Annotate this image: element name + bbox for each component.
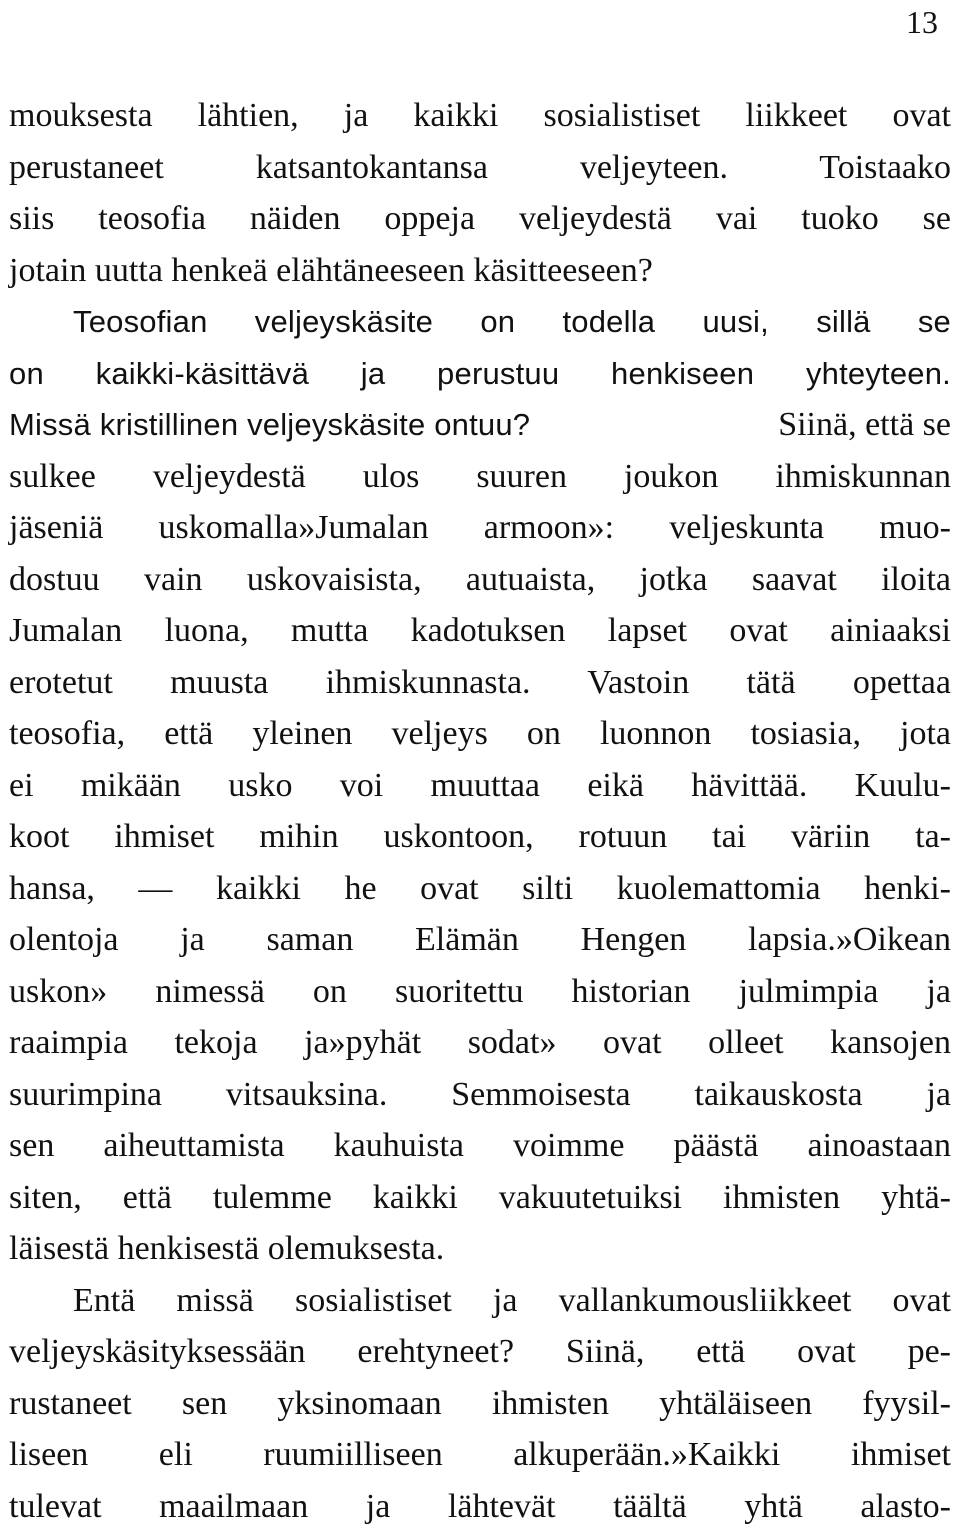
- text-line: siis teosofia näiden oppeja veljeydestä vai tuoko se: [9, 193, 951, 245]
- text-line: uskon» nimessä on suoritettu historian julmimpia ja: [9, 966, 951, 1018]
- text-line: siten, että tulemme kaikki vakuutetuiksi ihmisten yhtä-: [9, 1172, 951, 1224]
- text-line: suurimpina vitsauksina. Semmoisesta taikauskosta ja: [9, 1069, 951, 1121]
- text-line: Jumalan luona, mutta kadotuksen lapset ovat ainiaaksi: [9, 605, 951, 657]
- text-line: sulkee veljeydestä ulos suuren joukon ihmiskunnan: [9, 451, 951, 503]
- text-line: Entä missä sosialistiset ja vallankumousliikkeet ovat: [9, 1275, 951, 1327]
- text-segment: Missä kristillinen veljeyskäsite ontuu?: [9, 399, 530, 451]
- text-line: sen aiheuttamista kauhuista voimme päästä ainoastaan: [9, 1120, 951, 1172]
- text-line: dostuu vain uskovaisista, autuaista, jotka saavat iloita: [9, 554, 951, 606]
- text-line: koot ihmiset mihin uskontoon, rotuun tai väriin ta-: [9, 811, 951, 863]
- text-line: ei mikään usko voi muuttaa eikä hävittää. Kuulu-: [9, 760, 951, 812]
- text-line: veljeyskäsityksessään erehtyneet? Siinä, että ovat pe-: [9, 1326, 951, 1378]
- text-line: erotetut muusta ihmiskunnasta. Vastoin tätä opettaa: [9, 657, 951, 709]
- page-number: 13: [906, 4, 938, 40]
- text-line: raaimpia tekoja ja»pyhät sodat» ovat olleet kansojen: [9, 1017, 951, 1069]
- text-line: olentoja ja saman Elämän Hengen lapsia.»Oikean: [9, 914, 951, 966]
- text-line: perustaneet katsantokantansa veljeyteen. Toistaako: [9, 142, 951, 194]
- body-text: [9, 90, 951, 1532]
- text-line: mouksesta lähtien, ja kaikki sosialistiset liikkeet ovat: [9, 90, 951, 142]
- text-line: teosofia, että yleinen veljeys on luonnon tosiasia, jota: [9, 708, 951, 760]
- text-line: tulevat maailmaan ja lähtevät täältä yhtä alasto-: [9, 1481, 951, 1532]
- text-line: liseen eli ruumiilliseen alkuperään.»Kaikki ihmiset: [9, 1429, 951, 1481]
- text-line: Teosofian veljeyskäsite on todella uusi, sillä se: [9, 296, 951, 348]
- text-line: on kaikki-käsittävä ja perustuu henkiseen yhteyteen.: [9, 348, 951, 400]
- text-line: hansa, — kaikki he ovat silti kuolemattomia henki-: [9, 863, 951, 915]
- text-line-mixed: [9, 399, 951, 451]
- text-segment: Siinä, että se: [778, 399, 951, 451]
- text-line: jotain uutta henkeä elähtäneeseen käsitteeseen?: [9, 245, 951, 297]
- text-line: jäseniä uskomalla»Jumalan armoon»: veljeskunta muo-: [9, 502, 951, 554]
- text-line: läisestä henkisestä olemuksesta.: [9, 1223, 951, 1275]
- text-line: rustaneet sen yksinomaan ihmisten yhtäläiseen fyysil-: [9, 1378, 951, 1430]
